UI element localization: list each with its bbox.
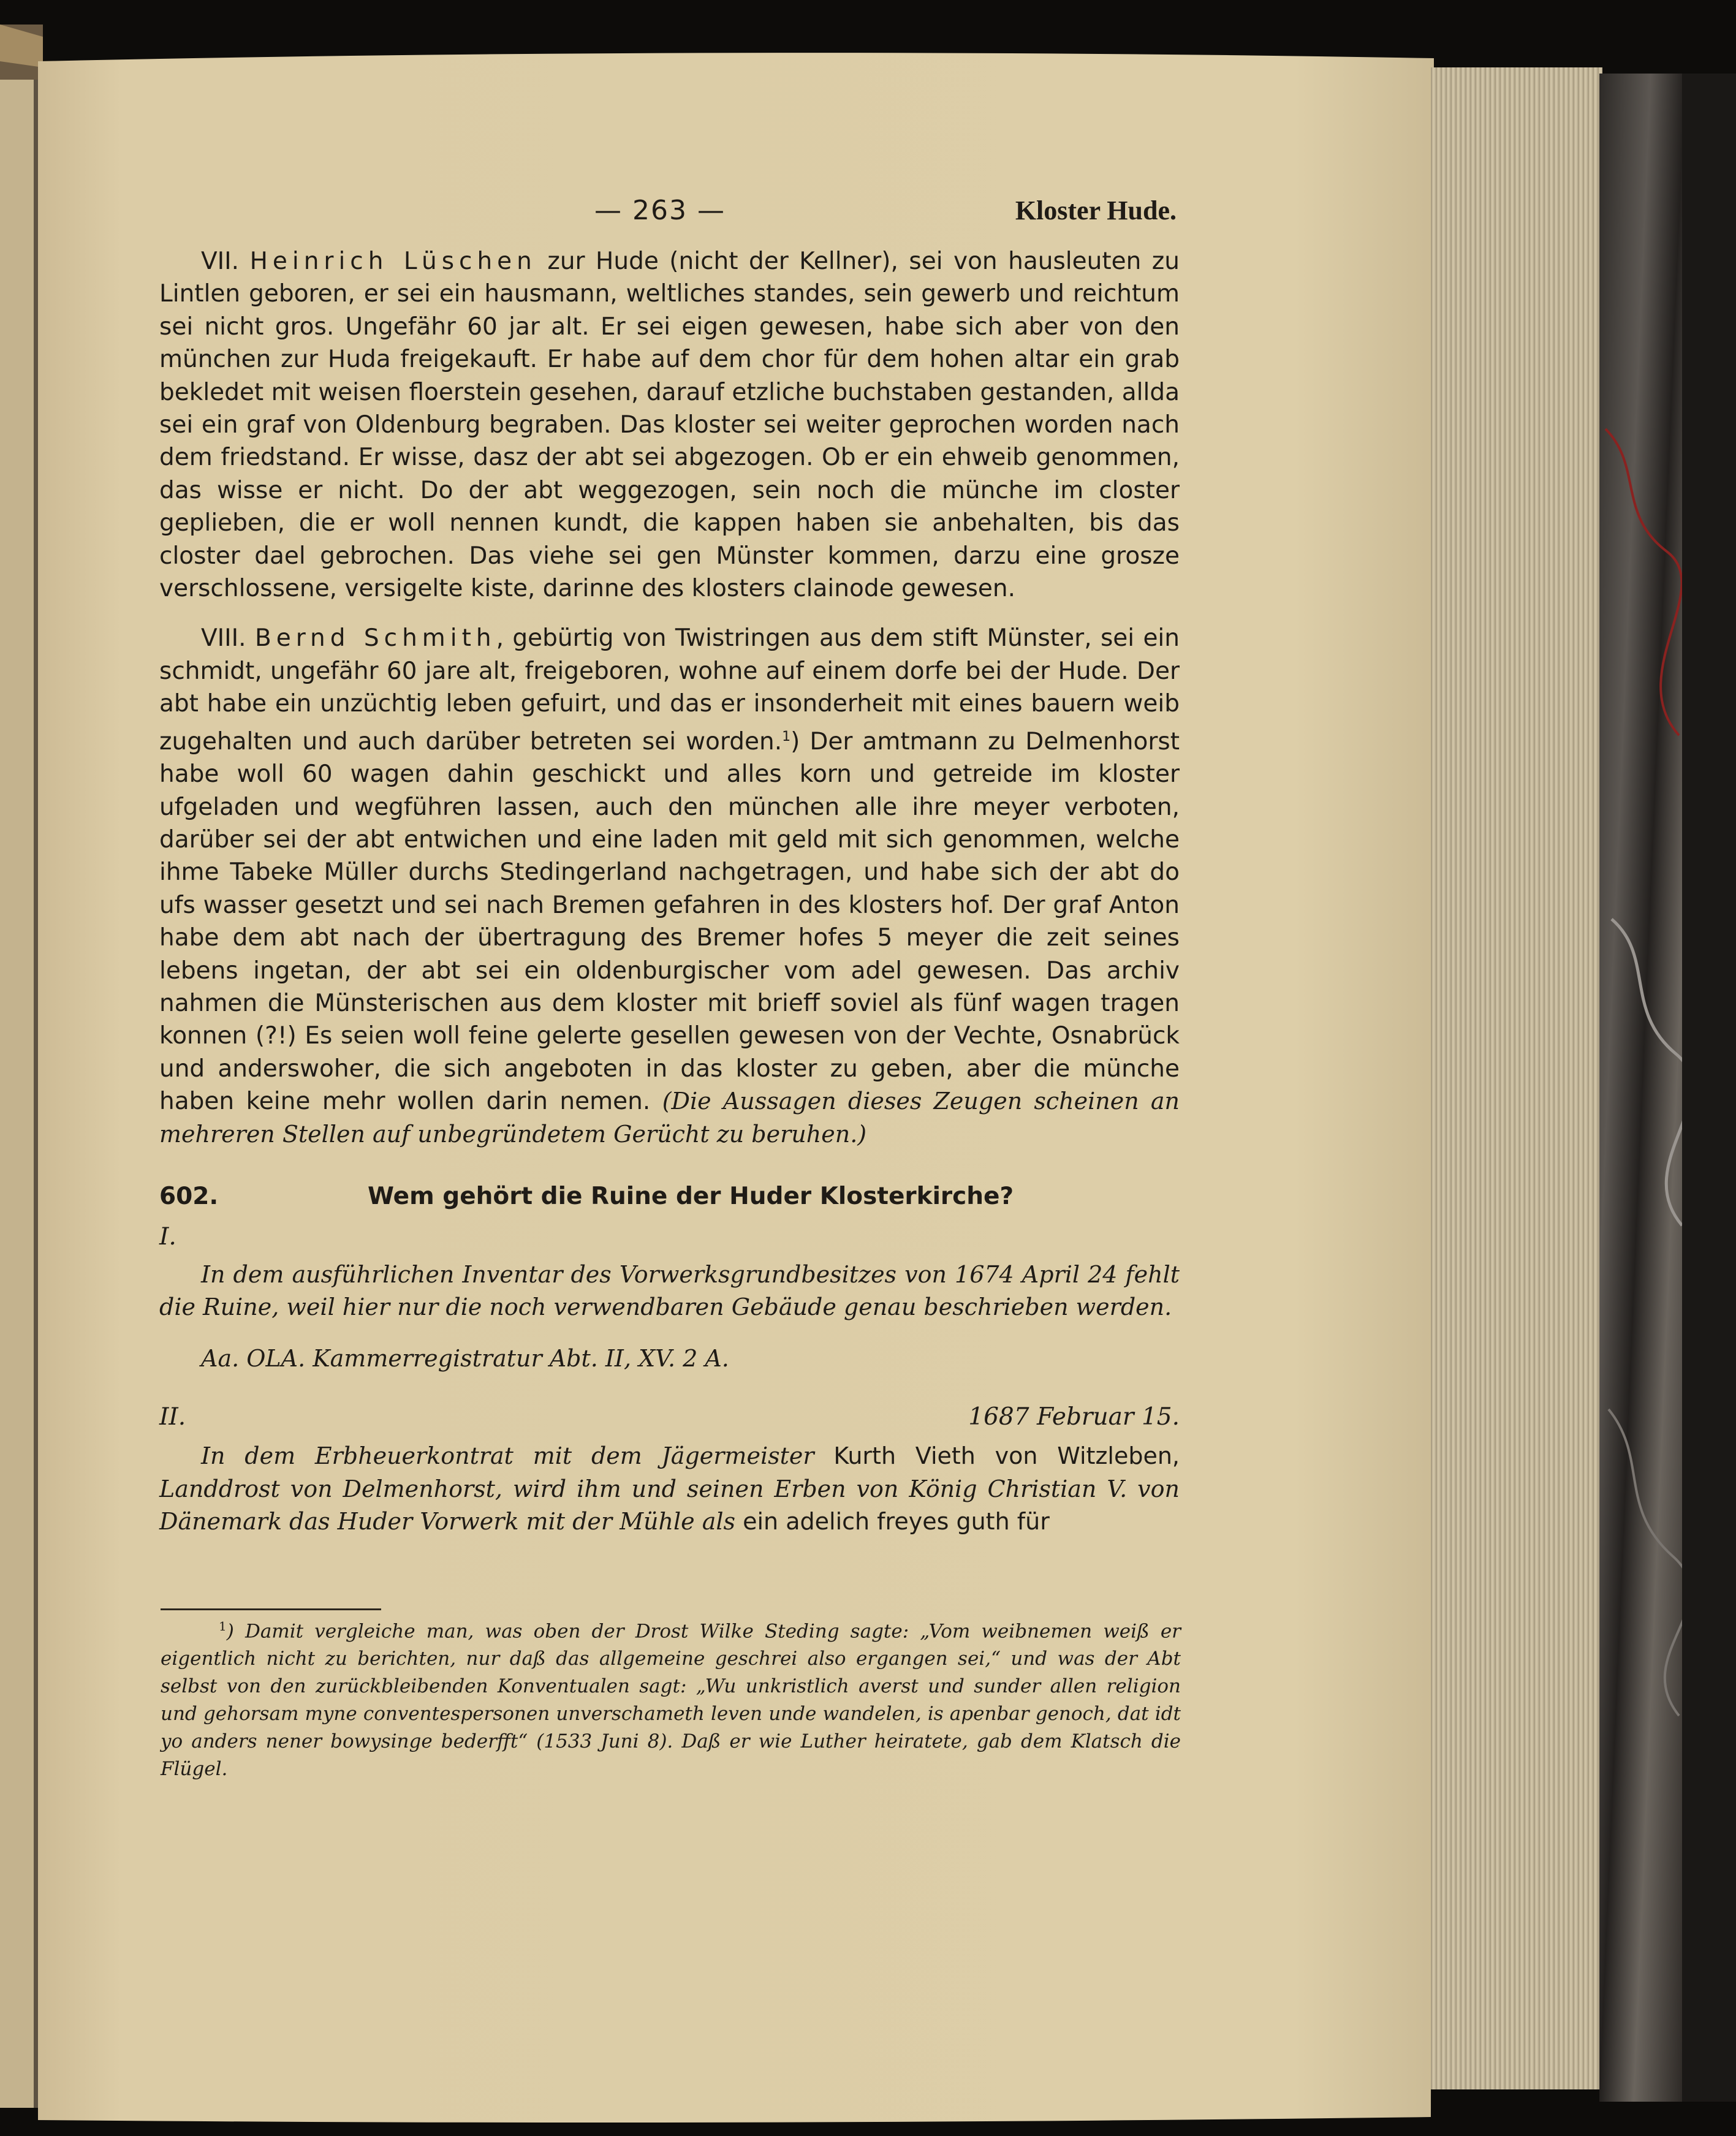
paragraph-text: ) Der amtmann zu Delmenhorst habe woll 60 wagen dahin geschickt und alles korn und getreide im kloster ufgeladen und wegführen lassen, auch den münchen alle ihre meyer verboten, darüber sei der abt entwichen und eine laden mit geld mit sich genommen, welche ihme Tabeke Müller durchs Stedingerland nachgetragen, und habe sich der abt do ufs wasser gesetzt und sei nach Bremen gefahren in des klosters hof. Der graf Anton habe dem abt nach der übertragung des Bremer hofes 5 meyer die zeit seines lebens ingetan, der abt sei ein oldenburgischer vom adel gewesen. Das archiv nahmen die Münsterischen aus dem kloster mit brieff soviel als fünf wagen tragen konnen (?!) Es seien woll feine gelerte gesellen gewesen von der Vechte, Osnabrück und anderswoher, die sich angeboten in das kloster zu geben, aber die münche haben keine mehr wollen darin nemen. [159,727,1180,1116]
footnote-reference: 1 [782,729,791,744]
section-title [159,1180,1180,1216]
paragraph-number: VIII. [201,624,246,653]
footnote [161,1613,1181,1783]
paragraph-number: VII. [201,248,240,275]
editor-note: (Die Aussagen dieses Zeugen scheinen an mehreren Stellen auf unbegründetem Gerücht zu beruhen.) [159,1088,1180,1148]
page-edges-stack [1431,67,1602,2089]
part-label-i: I. [159,1222,176,1251]
body-text [159,245,1180,1538]
paragraph-viii [159,622,1180,1151]
page-header [221,184,1177,239]
paragraph-text: , gebürtig von Twistringen aus dem stift Münster, sei ein schmidt, ungefähr 60 jare alt, freigeboren, wohne auf einem dorfe bei der Hude. Der abt habe ein unzüchtig leben gefuirt, und das er insonderheit mit eines bauern weib zugehalten und auch darüber betreten sei worden. [159,624,1180,756]
paragraph-text: zur Hude (nicht der Kellner), sei von hausleuten zu Lintlen geboren, er sei ein hausmann, weltliches standes, sein gewerb und reichtum sei nicht gros. Ungefähr 60 jar alt. Er sei eigen gewesen, habe sich aber von den münchen zur Huda freigekauft. Er habe auf dem chor für dem hohen altar ein grab bekledet mit weisen floerstein gesehen, darauf etzliche buchstaben gestanden, allda sei ein graf von Oldenburg begraben. Das kloster sei weiter geprochen worden nach dem friedstand. Er wisse, dasz der abt sei abgezogen. Ob er ein ehweib genommen, das wisse er nicht. Do der abt weggezogen, sein noch die münche im closter geplieben, die er woll nennen kundt, die kappen haben sie anbehalten, bis das closter dael gebrochen. Das viehe sei gen Münster kommen, darzu eine grosze verschlossene, versigelte kiste, darinne des klosters clainode gewesen. [159,248,1180,603]
part-ii-heading [159,1401,1180,1435]
part-ii-text: In dem Erbheuerkontrat mit dem Jägermeister Kurth Vieth von Witzleben, Landdrost von Delmenhorst, wird ihm und seinen Erben von König Christian V. von Dänemark das Huder Vorwerk mit der Mühle als ein adelich freyes guth für [159,1442,1180,1535]
footnote-text: ) Damit vergleiche man, was oben der Drost Wilke Steding sagte: „Vom weibnemen weiß er eigentlich nicht zu berichten, nur daß das allgemeine geschrei also ergangen sei,“ und was der Abt selbst von den zurückbleibenden Konventualen sagt: „Wu unkristlich averst und sunder allen religion und gehorsam myne conventespersonen unverschameth leven unde wandelen, is apenbar genoch, dat idt yo anders nener bowysinge bederfft“ (1533 Juni 8). Daß er wie Luther heiratete, gab dem Klatsch die Flügel. [161,1620,1181,1781]
footnote-rule [161,1608,381,1610]
page-number: — 263 — [594,195,726,226]
footnote-marker: 1 [219,1619,227,1634]
book-binding [1599,74,1736,2102]
left-page-edge [0,25,43,2108]
section-number: 602. [159,1182,219,1210]
document-date: 1687 Februar 15. [968,1403,1180,1431]
section-heading: Wem gehört die Ruine der Huder Klosterkirche? [368,1182,1014,1210]
paragraph-vii [159,245,1180,605]
witness-name: Heinrich Lüschen [249,248,537,275]
running-head: Kloster Hude. [1015,195,1177,225]
part-i-text: In dem ausführlichen Inventar des Vorwerksgrundbesitzes von 1674 April 24 fehlt die Ruine, weil hier nur die noch verwendbaren Gebäude genau beschrieben werden. [159,1260,1180,1321]
part-label-ii: II. [159,1403,186,1431]
archive-source: Aa. OLA. Kammerregistratur Abt. II, XV. 2 A. [201,1344,729,1372]
witness-name: Bernd Schmith [254,624,496,653]
